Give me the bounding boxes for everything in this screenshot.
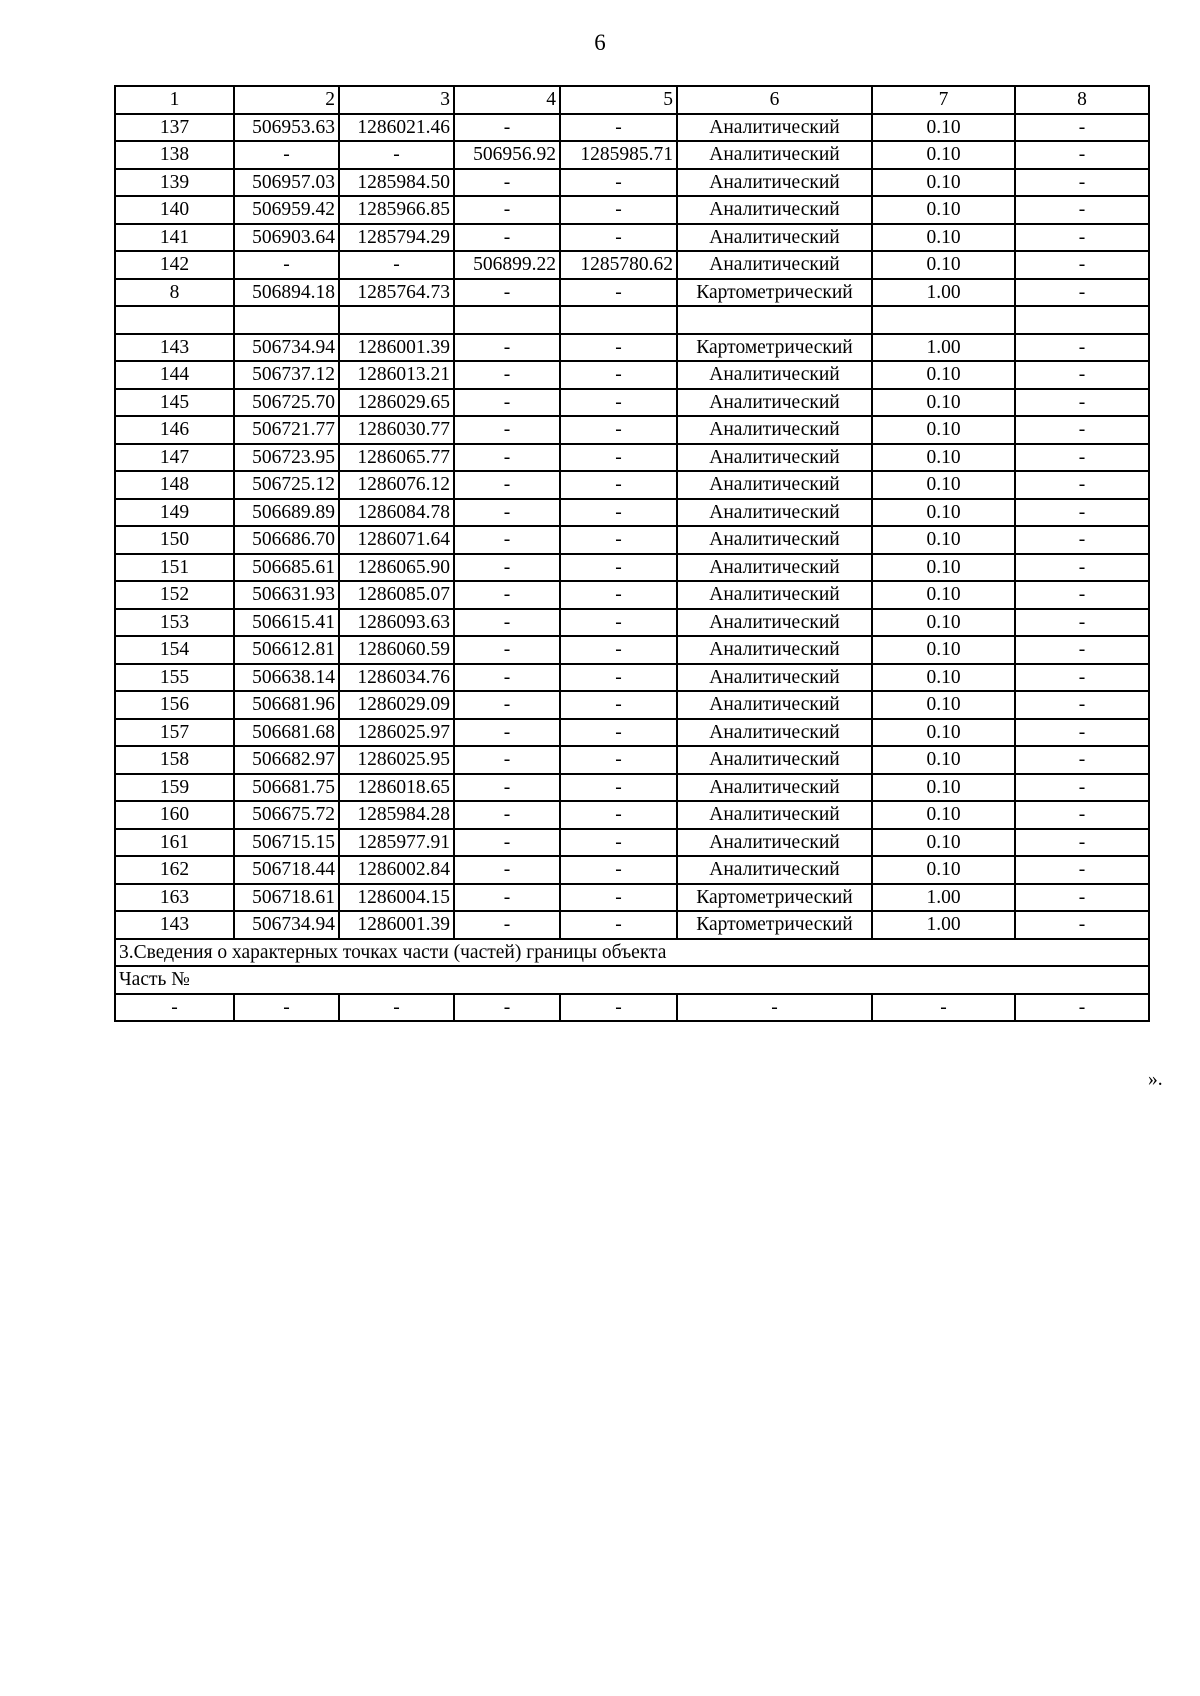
table-cell-col-3: 1286004.15 (339, 884, 454, 912)
table-cell-col-6: Аналитический (677, 554, 872, 582)
table-cell-col-8: - (1015, 581, 1149, 609)
table-cell-col-6: Аналитический (677, 719, 872, 747)
table-cell-col-6: Картометрический (677, 279, 872, 307)
table-cell-col-7: - (872, 994, 1015, 1022)
table-cell-col-3: 1286071.64 (339, 526, 454, 554)
table-cell-col-7: 0.10 (872, 691, 1015, 719)
table-cell-col-4: - (454, 279, 560, 307)
table-cell-col-6: Картометрический (677, 911, 872, 939)
table-cell-col-4: - (454, 636, 560, 664)
table-cell-col-5: - (560, 554, 677, 582)
table-cell-col-2: 506718.44 (234, 856, 339, 884)
table-cell-col-1: 150 (115, 526, 234, 554)
table-cell-col-1: 156 (115, 691, 234, 719)
table-cell-col-5: - (560, 224, 677, 252)
section-3-title: 3.Сведения о характерных точках части (частей) границы объекта (115, 939, 1149, 967)
table-cell-col-6: Аналитический (677, 114, 872, 142)
table-cell-col-7: 1.00 (872, 884, 1015, 912)
table-cell-col-1 (115, 306, 234, 334)
table-cell-col-8: - (1015, 361, 1149, 389)
table-cell-col-6: Аналитический (677, 856, 872, 884)
table-cell-col-3: 1286021.46 (339, 114, 454, 142)
table-cell-col-2: 2 (234, 86, 339, 114)
table-cell-col-3: 1285977.91 (339, 829, 454, 857)
table-cell-col-2: 506685.61 (234, 554, 339, 582)
table-cell-col-1: 153 (115, 609, 234, 637)
table-cell-col-4: - (454, 526, 560, 554)
table-cell-col-5: 1285985.71 (560, 141, 677, 169)
table-cell-col-3: 1286001.39 (339, 334, 454, 362)
table-row (115, 774, 1149, 802)
table-cell-col-4: - (454, 169, 560, 197)
table-cell-col-6: Аналитический (677, 141, 872, 169)
table-cell-col-1: 155 (115, 664, 234, 692)
table-cell-col-4: - (454, 389, 560, 417)
table-cell-col-6: Аналитический (677, 581, 872, 609)
table-cell-col-1: 8 (115, 279, 234, 307)
table-row (115, 114, 1149, 142)
table-cell-col-5: - (560, 801, 677, 829)
table-cell-col-2 (234, 306, 339, 334)
table-cell-col-3: 1286013.21 (339, 361, 454, 389)
table-cell-col-8: - (1015, 911, 1149, 939)
table-row (115, 636, 1149, 664)
table-cell-col-2: 506615.41 (234, 609, 339, 637)
table-row (115, 444, 1149, 472)
table-cell-col-7: 0.10 (872, 746, 1015, 774)
table-row (115, 609, 1149, 637)
table-row (115, 224, 1149, 252)
table-cell-col-1: 162 (115, 856, 234, 884)
table-cell-col-3: 1286025.97 (339, 719, 454, 747)
table-cell-col-1: 143 (115, 334, 234, 362)
table-cell-col-4: - (454, 361, 560, 389)
table-cell-col-2: 506689.89 (234, 499, 339, 527)
table-cell-col-5: - (560, 389, 677, 417)
table-cell-col-5: - (560, 114, 677, 142)
table-cell-col-2: 506959.42 (234, 196, 339, 224)
table-row (115, 581, 1149, 609)
table-cell-col-6: Аналитический (677, 801, 872, 829)
table-cell-col-8: - (1015, 169, 1149, 197)
table-cell-col-4: - (454, 581, 560, 609)
table-cell-col-5: - (560, 526, 677, 554)
table-cell-col-3: 1286093.63 (339, 609, 454, 637)
table-cell-col-2: 506675.72 (234, 801, 339, 829)
table-cell-col-3: 1286001.39 (339, 911, 454, 939)
table-cell-col-5: - (560, 334, 677, 362)
table-row (115, 664, 1149, 692)
table-cell-col-8: - (1015, 471, 1149, 499)
table-cell-col-4: - (454, 691, 560, 719)
closing-quote: ». (1148, 1069, 1163, 1090)
table-cell-col-7: 0.10 (872, 471, 1015, 499)
table-cell-col-6: Аналитический (677, 774, 872, 802)
table-cell-col-7: 1.00 (872, 334, 1015, 362)
table-cell-col-3: 1286030.77 (339, 416, 454, 444)
table-cell-col-1: 149 (115, 499, 234, 527)
table-cell-col-8: - (1015, 224, 1149, 252)
table-row (115, 169, 1149, 197)
table-cell-col-6: Аналитический (677, 251, 872, 279)
table-row (115, 884, 1149, 912)
table-cell-col-2: 506681.96 (234, 691, 339, 719)
table-cell-col-8: - (1015, 636, 1149, 664)
table-cell-col-7: 0.10 (872, 554, 1015, 582)
table-cell-col-3: 1286034.76 (339, 664, 454, 692)
table-cell-col-1: 142 (115, 251, 234, 279)
table-cell-col-1: 151 (115, 554, 234, 582)
table-cell-col-4: - (454, 884, 560, 912)
table-cell-col-7: 0.10 (872, 526, 1015, 554)
table-cell-col-3: 1286002.84 (339, 856, 454, 884)
table-cell-col-2: 506953.63 (234, 114, 339, 142)
table-cell-col-2: 506723.95 (234, 444, 339, 472)
table-cell-col-5: - (560, 196, 677, 224)
table-header-row (115, 86, 1149, 114)
table-cell-col-3 (339, 306, 454, 334)
table-cell-col-5: - (560, 829, 677, 857)
table-cell-col-2: - (234, 994, 339, 1022)
table-cell-col-6: Картометрический (677, 334, 872, 362)
table-cell-col-1: 157 (115, 719, 234, 747)
table-row (115, 746, 1149, 774)
table-cell-col-2: 506725.70 (234, 389, 339, 417)
table-row (115, 856, 1149, 884)
table-cell-col-8: - (1015, 609, 1149, 637)
table-cell-col-6: Аналитический (677, 746, 872, 774)
table-row (115, 389, 1149, 417)
table-cell-col-1: 148 (115, 471, 234, 499)
table-cell-col-2: 506894.18 (234, 279, 339, 307)
table-cell-col-5: - (560, 691, 677, 719)
table-cell-col-6: Аналитический (677, 169, 872, 197)
table-cell-col-3: 1286076.12 (339, 471, 454, 499)
table-cell-col-7: 0.10 (872, 141, 1015, 169)
table-cell-col-2: 506734.94 (234, 334, 339, 362)
table-cell-col-8: - (1015, 334, 1149, 362)
table-cell-col-3: - (339, 251, 454, 279)
table-cell-col-5: - (560, 719, 677, 747)
table-cell-col-5: - (560, 609, 677, 637)
table-cell-col-6: Аналитический (677, 664, 872, 692)
table-cell-col-4: 506899.22 (454, 251, 560, 279)
table-cell-col-8: - (1015, 884, 1149, 912)
table-cell-col-6: Аналитический (677, 224, 872, 252)
table-cell-col-8: - (1015, 141, 1149, 169)
table-cell-col-3: 1286065.90 (339, 554, 454, 582)
table-cell-col-4: - (454, 196, 560, 224)
table-cell-col-5: - (560, 169, 677, 197)
table-cell-col-5: - (560, 444, 677, 472)
table-cell-col-4 (454, 306, 560, 334)
table-cell-col-6: Аналитический (677, 691, 872, 719)
table-cell-col-2: 506681.68 (234, 719, 339, 747)
table-cell-col-1: 137 (115, 114, 234, 142)
table-cell-col-3: 1286084.78 (339, 499, 454, 527)
part-label: Часть № (115, 966, 1149, 994)
table-cell-col-7: 0.10 (872, 251, 1015, 279)
table-row (115, 691, 1149, 719)
table-cell-col-2: 506737.12 (234, 361, 339, 389)
table-cell-col-7: 0.10 (872, 444, 1015, 472)
table-cell-col-8: - (1015, 499, 1149, 527)
table-cell-col-2: 506903.64 (234, 224, 339, 252)
table-row (115, 306, 1149, 334)
table-cell-col-2: 506681.75 (234, 774, 339, 802)
table-row (115, 829, 1149, 857)
table-cell-col-2: 506682.97 (234, 746, 339, 774)
table-cell-col-4: 506956.92 (454, 141, 560, 169)
table-cell-col-6: Аналитический (677, 361, 872, 389)
table-cell-col-4: - (454, 664, 560, 692)
table-cell-col-3: 1285984.50 (339, 169, 454, 197)
table-cell-col-8: - (1015, 829, 1149, 857)
table-cell-col-3: 1285764.73 (339, 279, 454, 307)
table-cell-col-7: 7 (872, 86, 1015, 114)
table-cell-col-1: 161 (115, 829, 234, 857)
table-cell-col-7: 0.10 (872, 389, 1015, 417)
table-cell-col-8 (1015, 306, 1149, 334)
table-cell-col-7: 1.00 (872, 911, 1015, 939)
table-cell-col-2: 506686.70 (234, 526, 339, 554)
table-cell-col-4: - (454, 499, 560, 527)
table-cell-col-3: 1286029.65 (339, 389, 454, 417)
page-number: 6 (594, 30, 606, 55)
table-cell-col-2: 506612.81 (234, 636, 339, 664)
table-row (115, 554, 1149, 582)
table-cell-col-1: 147 (115, 444, 234, 472)
table-cell-col-8: - (1015, 801, 1149, 829)
table-cell-col-8: - (1015, 719, 1149, 747)
table-cell-col-1: 154 (115, 636, 234, 664)
table-cell-col-7: 0.10 (872, 664, 1015, 692)
table-cell-col-7: 0.10 (872, 224, 1015, 252)
table-final-row (115, 994, 1149, 1022)
table-cell-col-7: 0.10 (872, 581, 1015, 609)
table-cell-col-3: 3 (339, 86, 454, 114)
table-cell-col-6: Аналитический (677, 416, 872, 444)
table-cell-col-6: Аналитический (677, 444, 872, 472)
table-cell-col-7: 0.10 (872, 719, 1015, 747)
table-cell-col-4: - (454, 224, 560, 252)
table-cell-col-1: 146 (115, 416, 234, 444)
table-body (115, 86, 1149, 1021)
table-cell-col-7: 0.10 (872, 636, 1015, 664)
table-cell-col-5: - (560, 856, 677, 884)
table-cell-col-8: - (1015, 389, 1149, 417)
table-row (115, 719, 1149, 747)
table-cell-col-6: 6 (677, 86, 872, 114)
table-cell-col-3: 1286085.07 (339, 581, 454, 609)
table-cell-col-1: - (115, 994, 234, 1022)
table-cell-col-1: 140 (115, 196, 234, 224)
table-cell-col-8: - (1015, 994, 1149, 1022)
table-cell-col-8: - (1015, 774, 1149, 802)
table-cell-col-7: 0.10 (872, 499, 1015, 527)
table-cell-col-4: - (454, 444, 560, 472)
table-cell-col-5: - (560, 911, 677, 939)
table-cell-col-6: Аналитический (677, 196, 872, 224)
table-cell-col-2: - (234, 251, 339, 279)
table-cell-col-2: 506718.61 (234, 884, 339, 912)
table-cell-col-4: - (454, 801, 560, 829)
table-cell-col-8: - (1015, 114, 1149, 142)
table-row (115, 499, 1149, 527)
table-cell-col-6: Картометрический (677, 884, 872, 912)
table-row (115, 526, 1149, 554)
table-cell-col-8: - (1015, 279, 1149, 307)
table-row (115, 251, 1149, 279)
table-cell-col-5: - (560, 774, 677, 802)
table-cell-col-1: 158 (115, 746, 234, 774)
table-cell-col-7: 0.10 (872, 114, 1015, 142)
table-cell-col-6: Аналитический (677, 526, 872, 554)
table-cell-col-1: 152 (115, 581, 234, 609)
coordinates-table (114, 85, 1150, 1022)
table-cell-col-5: - (560, 884, 677, 912)
table-cell-col-4: 4 (454, 86, 560, 114)
table-cell-col-3: 1286060.59 (339, 636, 454, 664)
table-cell-col-3: 1286065.77 (339, 444, 454, 472)
table-cell-col-7: 0.10 (872, 609, 1015, 637)
table-cell-col-1: 1 (115, 86, 234, 114)
table-cell-col-3: 1286025.95 (339, 746, 454, 774)
table-cell-col-1: 138 (115, 141, 234, 169)
table-cell-col-5: - (560, 279, 677, 307)
table-cell-col-4: - (454, 334, 560, 362)
table-cell-col-7 (872, 306, 1015, 334)
table-cell-col-7: 0.10 (872, 856, 1015, 884)
table-row (115, 471, 1149, 499)
table-cell-col-4: - (454, 746, 560, 774)
table-cell-col-8: - (1015, 856, 1149, 884)
table-cell-col-2: 506734.94 (234, 911, 339, 939)
table-cell-col-1: 144 (115, 361, 234, 389)
table-row (115, 141, 1149, 169)
table-cell-col-2: 506715.15 (234, 829, 339, 857)
table-cell-col-1: 159 (115, 774, 234, 802)
table-cell-col-7: 1.00 (872, 279, 1015, 307)
table-cell-col-4: - (454, 416, 560, 444)
table-cell-col-2: 506725.12 (234, 471, 339, 499)
table-cell-col-5: 1285780.62 (560, 251, 677, 279)
table-cell-col-4: - (454, 719, 560, 747)
table-cell-col-6: Аналитический (677, 609, 872, 637)
table-cell-col-4: - (454, 911, 560, 939)
table-cell-col-2: 506957.03 (234, 169, 339, 197)
table-cell-col-1: 145 (115, 389, 234, 417)
table-cell-col-2: 506721.77 (234, 416, 339, 444)
table-cell-col-4: - (454, 114, 560, 142)
table-cell-col-1: 139 (115, 169, 234, 197)
table-cell-col-5: - (560, 361, 677, 389)
table-cell-col-2: 506631.93 (234, 581, 339, 609)
table-cell-col-5: - (560, 636, 677, 664)
table-cell-col-8: - (1015, 554, 1149, 582)
table-cell-col-1: 163 (115, 884, 234, 912)
table-cell-col-4: - (454, 856, 560, 884)
table-cell-col-8: - (1015, 746, 1149, 774)
table-cell-col-1: 160 (115, 801, 234, 829)
table-cell-col-6 (677, 306, 872, 334)
table-cell-col-3: 1286018.65 (339, 774, 454, 802)
table-cell-col-3: - (339, 141, 454, 169)
table-cell-col-2: 506638.14 (234, 664, 339, 692)
table-cell-col-6: Аналитический (677, 499, 872, 527)
table-cell-col-8: 8 (1015, 86, 1149, 114)
section-3-title-row (115, 939, 1149, 967)
table-cell-col-6: Аналитический (677, 389, 872, 417)
table-cell-col-6: Аналитический (677, 636, 872, 664)
table-cell-col-6: Аналитический (677, 829, 872, 857)
table-cell-col-4: - (454, 554, 560, 582)
table-cell-col-8: - (1015, 526, 1149, 554)
table-row (115, 196, 1149, 224)
table-cell-col-5: 5 (560, 86, 677, 114)
table-cell-col-3: 1285966.85 (339, 196, 454, 224)
table-cell-col-8: - (1015, 251, 1149, 279)
table-cell-col-7: 0.10 (872, 829, 1015, 857)
table-cell-col-4: - (454, 609, 560, 637)
table-cell-col-3: - (339, 994, 454, 1022)
table-cell-col-2: - (234, 141, 339, 169)
table-cell-col-7: 0.10 (872, 361, 1015, 389)
table-cell-col-1: 143 (115, 911, 234, 939)
table-cell-col-3: 1286029.09 (339, 691, 454, 719)
part-label-row (115, 966, 1149, 994)
table-cell-col-6: Аналитический (677, 471, 872, 499)
table-cell-col-7: 0.10 (872, 416, 1015, 444)
table-cell-col-7: 0.10 (872, 774, 1015, 802)
table-cell-col-5 (560, 306, 677, 334)
table-cell-col-5: - (560, 994, 677, 1022)
table-cell-col-1: 141 (115, 224, 234, 252)
table-cell-col-7: 0.10 (872, 801, 1015, 829)
table-cell-col-4: - (454, 829, 560, 857)
table-row (115, 334, 1149, 362)
table-cell-col-8: - (1015, 416, 1149, 444)
table-cell-col-5: - (560, 581, 677, 609)
table-cell-col-5: - (560, 471, 677, 499)
table-cell-col-4: - (454, 774, 560, 802)
table-cell-col-5: - (560, 664, 677, 692)
table-cell-col-7: 0.10 (872, 169, 1015, 197)
table-cell-col-5: - (560, 499, 677, 527)
table-row (115, 361, 1149, 389)
table-cell-col-3: 1285794.29 (339, 224, 454, 252)
table-cell-col-4: - (454, 471, 560, 499)
table-cell-col-8: - (1015, 691, 1149, 719)
table-row (115, 911, 1149, 939)
table-cell-col-4: - (454, 994, 560, 1022)
table-cell-col-7: 0.10 (872, 196, 1015, 224)
table-cell-col-8: - (1015, 196, 1149, 224)
table-cell-col-8: - (1015, 444, 1149, 472)
table-row (115, 801, 1149, 829)
table-cell-col-8: - (1015, 664, 1149, 692)
table-cell-col-5: - (560, 416, 677, 444)
table-cell-col-3: 1285984.28 (339, 801, 454, 829)
table-cell-col-6: - (677, 994, 872, 1022)
table-row (115, 279, 1149, 307)
table-cell-col-5: - (560, 746, 677, 774)
table-row (115, 416, 1149, 444)
